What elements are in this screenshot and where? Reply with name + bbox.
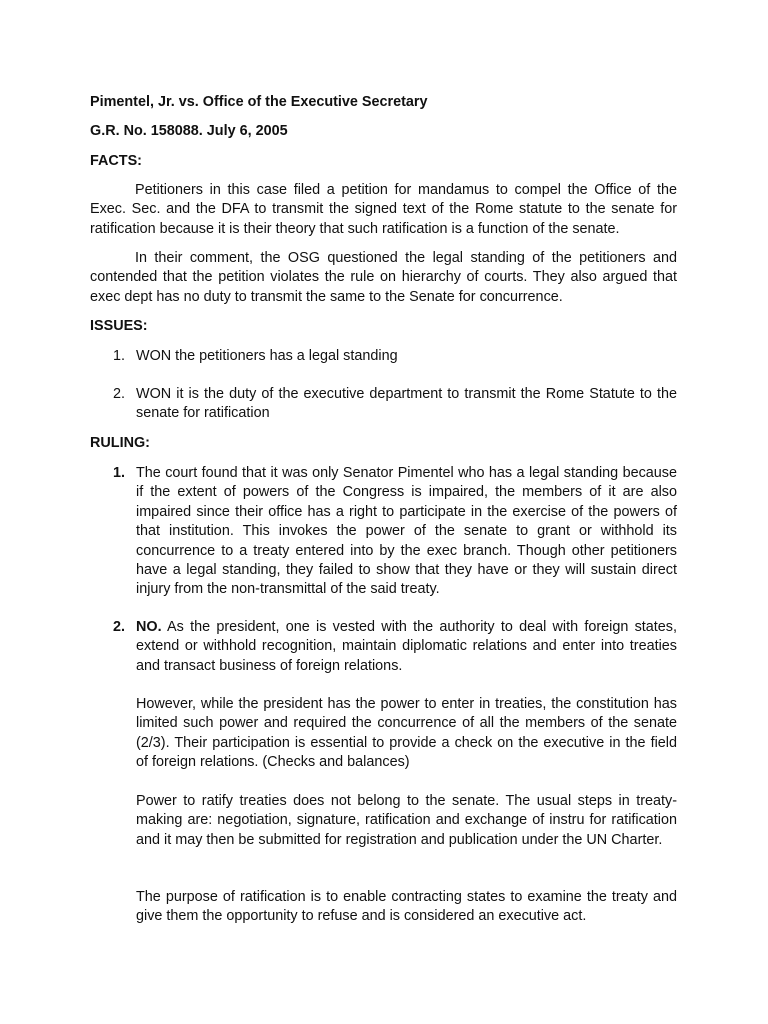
ruling-paragraph-2-4: The purpose of ratification is to enable contracting states to examine the treaty and give them the opportunity to refuse and is considered an executive act. — [136, 889, 677, 925]
issue-number-2: 2. — [113, 386, 126, 402]
facts-heading: FACTS: — [90, 153, 142, 169]
ruling-lead-answer: NO. — [136, 619, 162, 635]
ruling-heading: RULING: — [90, 435, 150, 451]
ruling-number-1: 1. — [113, 465, 126, 481]
ruling-paragraph-2-2: However, while the president has the power to enter in treaties, the constitution has limited such power and required the concurrence of all the members of the senate (2/3). Their participation is essential to provide a check on the executive in the field of foreign relations. (Checks and balances) — [136, 696, 677, 771]
facts-paragraph-2: In their comment, the OSG questioned the legal standing of the petitioners and contended that the petition violates the rule on hierarchy of courts. They also argued that exec dept has no duty to transmit the same to the Senate for concurrence. — [90, 250, 677, 305]
facts-paragraph-1: Petitioners in this case filed a petition for mandamus to compel the Office of the Exec. Sec. and the DFA to transmit the signed text of the Rome statute to the senate for ratification because it is their theory that such ratification is a function of the senate. — [90, 182, 677, 237]
issue-text-1: WON the petitioners has a legal standing — [136, 348, 398, 364]
ruling-paragraph-1: The court found that it was only Senator Pimentel who has a legal standing because if the extent of powers of the Congress is impaired, the members of it are also impaired since their office has a right to participate in the exercise of the powers of that institution. This invokes the power of the senate to grant or withhold its concurrence to a treaty entered into by the exec branch. Though other petitioners have a legal standing, they failed to show that they have or they will sustain direct injury from the non-transmittal of the said treaty. — [136, 465, 677, 598]
ruling-paragraph-2-3: Power to ratify treaties does not belong to the senate. The usual steps in treaty-making are: negotiation, signature, ratification and exchange of instru for ratification and it may then be submitted for registration and publication under the UN Charter. — [136, 793, 677, 848]
issue-number-1: 1. — [113, 348, 126, 364]
issue-text-2: WON it is the duty of the executive department to transmit the Rome Statute to the senate for ratification — [136, 386, 677, 422]
ruling-paragraph-2-1-text: As the president, one is vested with the authority to deal with foreign states, extend or withhold recognition, maintain diplomatic relations and enter into treaties and transact business of foreign relations. — [136, 619, 677, 674]
issues-heading: ISSUES: — [90, 318, 148, 334]
ruling-number-2: 2. — [113, 619, 126, 635]
case-number: G.R. No. 158088. July 6, 2005 — [90, 123, 288, 139]
ruling-paragraph-2-1 — [136, 618, 677, 676]
case-title: Pimentel, Jr. vs. Office of the Executive Secretary — [90, 94, 428, 110]
